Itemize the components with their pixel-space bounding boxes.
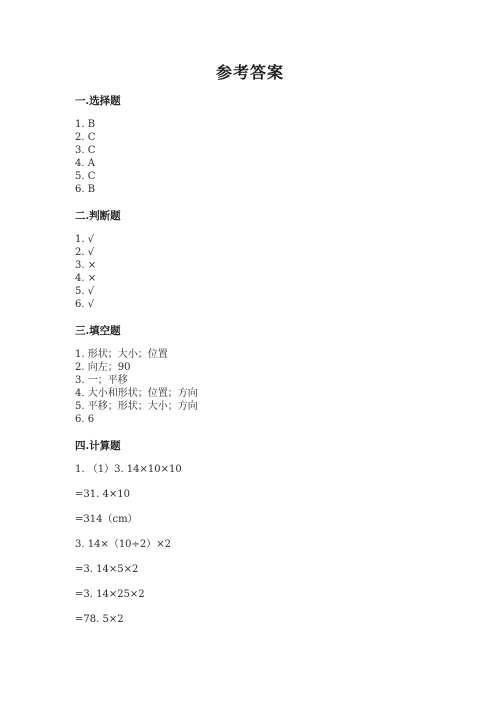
answer-line: 4. 大小和形状；位置；方向 — [75, 388, 198, 399]
answer-line: 5. 平移；形状；大小；方向 — [75, 401, 198, 412]
answer-line: 1. √ — [75, 234, 95, 245]
answer-line: 2. 向左；90 — [75, 362, 131, 373]
calculation-line: =314（cm） — [75, 514, 138, 525]
answer-line: 1. 形状；大小；位置 — [75, 349, 168, 360]
answer-line: 3. C — [75, 145, 96, 156]
calculation-line: =3. 14×5×2 — [75, 564, 139, 575]
answer-line: 3. 一；平移 — [75, 375, 128, 386]
answer-line: 5. C — [75, 171, 96, 182]
calculation-line: =78. 5×2 — [75, 614, 124, 625]
answer-line: 6. 6 — [75, 414, 95, 425]
answer-line: 5. √ — [75, 286, 95, 297]
answer-line: 4. × — [75, 273, 97, 284]
answer-line: 2. C — [75, 132, 96, 143]
section-heading-fill-in: 三.填空题 — [75, 325, 121, 337]
answer-line: 6. B — [75, 184, 96, 195]
answer-line: 3. × — [75, 260, 97, 271]
calculation-line: =3. 14×25×2 — [75, 589, 145, 600]
answer-line: 6. √ — [75, 299, 95, 310]
calculation-line: 1. （1）3. 14×10×10 — [75, 464, 182, 475]
answer-line: 4. A — [75, 158, 95, 169]
section-heading-multiple-choice: 一.选择题 — [75, 95, 121, 107]
answer-line: 2. √ — [75, 247, 95, 258]
page-title: 参考答案 — [215, 63, 284, 82]
section-heading-calculation: 四.计算题 — [75, 440, 121, 452]
calculation-line: =31. 4×10 — [75, 489, 130, 500]
answer-line: 1. B — [75, 119, 96, 130]
calculation-line: 3. 14×（10÷2）×2 — [75, 539, 172, 550]
section-heading-true-false: 二.判断题 — [75, 210, 121, 222]
